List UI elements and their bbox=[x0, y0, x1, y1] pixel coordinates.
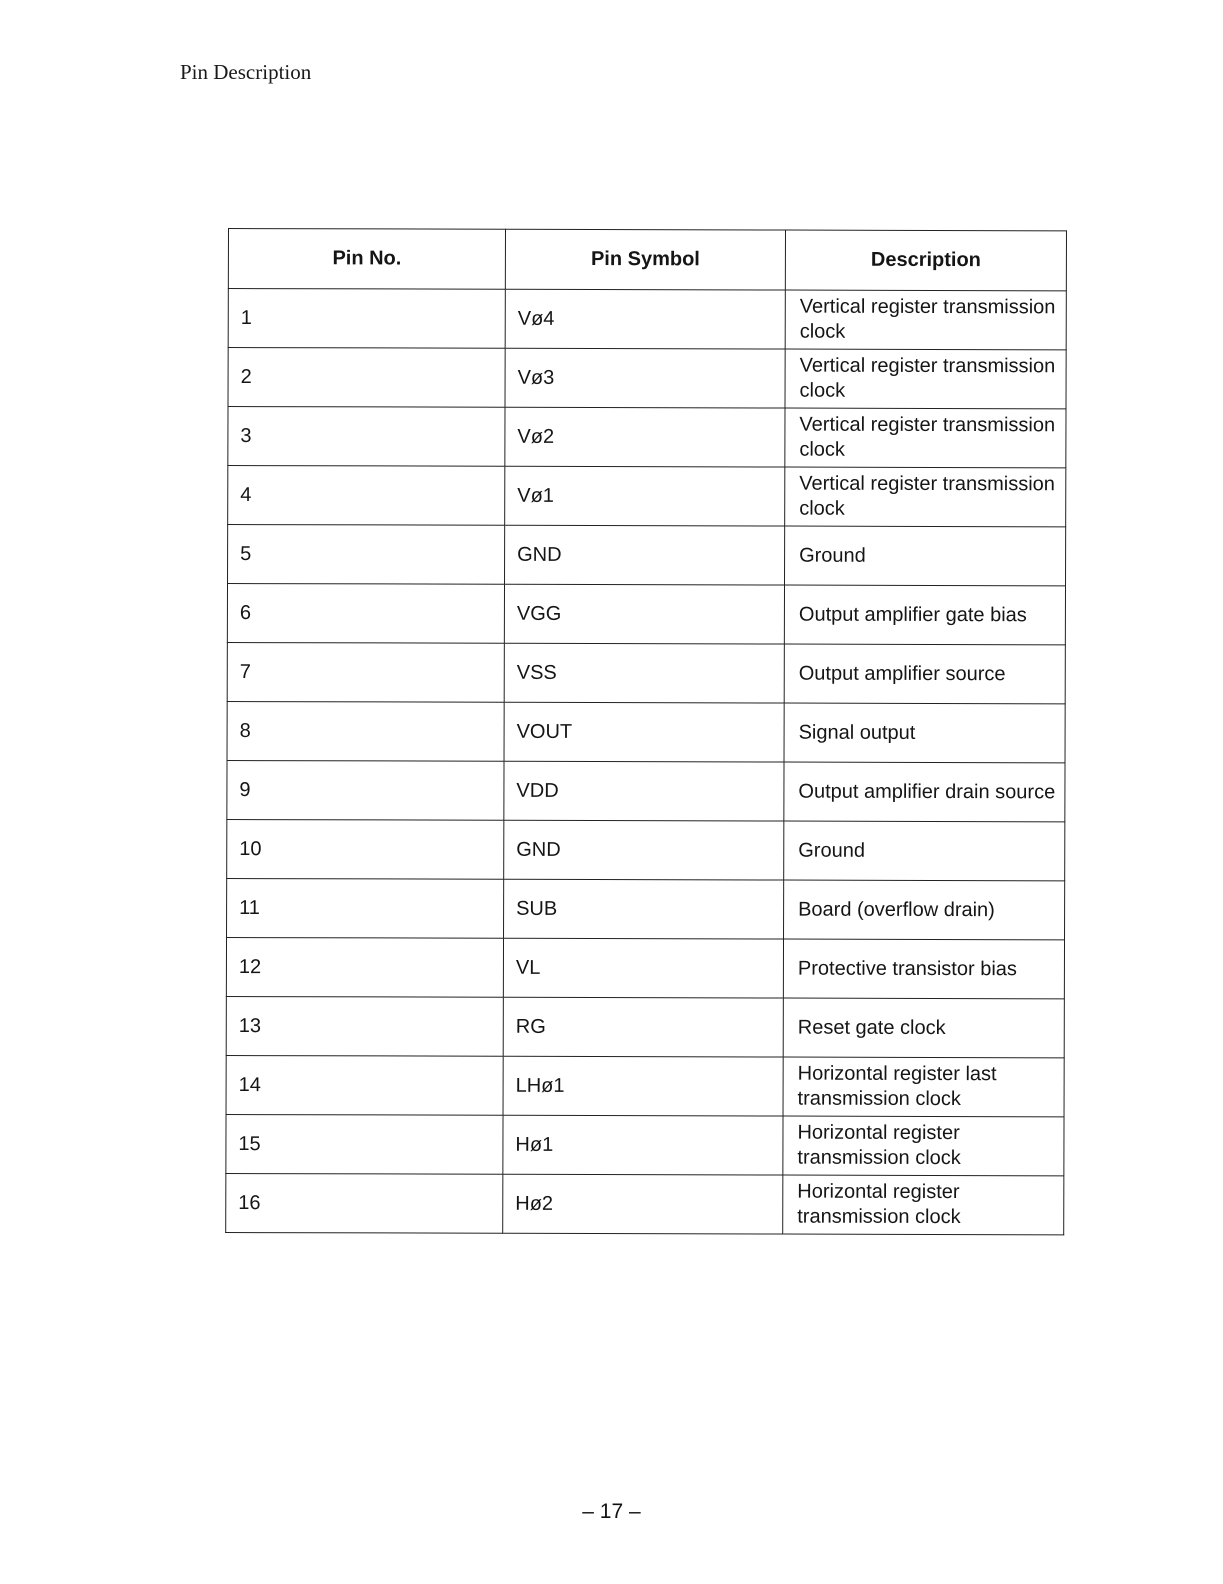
table-row bbox=[228, 466, 1066, 527]
pin-description-cell: Horizontal register transmission clock bbox=[783, 1116, 1064, 1176]
pin-number-cell: 10 bbox=[227, 819, 504, 879]
page-title: Pin Description bbox=[180, 60, 312, 84]
table-row bbox=[226, 996, 1064, 1057]
header-pin-no: Pin No. bbox=[228, 229, 505, 290]
pin-number-cell: 6 bbox=[227, 584, 504, 644]
table-row bbox=[227, 584, 1065, 645]
pin-symbol-cell: Vø4 bbox=[505, 289, 785, 349]
pin-symbol-cell: Vø3 bbox=[505, 348, 785, 408]
pin-symbol-cell: LHø1 bbox=[503, 1056, 783, 1116]
pin-number-cell: 14 bbox=[226, 1055, 503, 1115]
pin-symbol-cell: Vø1 bbox=[505, 466, 785, 526]
pin-number-cell: 7 bbox=[227, 642, 504, 702]
pin-description-cell: Ground bbox=[785, 526, 1066, 586]
header-description: Description bbox=[785, 230, 1066, 291]
table-row bbox=[226, 1173, 1064, 1234]
pin-symbol-cell: VSS bbox=[504, 643, 784, 703]
pin-description-cell: Output amplifier gate bias bbox=[784, 585, 1065, 645]
table-row bbox=[228, 407, 1066, 468]
pin-number-cell: 16 bbox=[226, 1173, 503, 1233]
pin-description-cell: Ground bbox=[784, 821, 1065, 881]
pin-number-cell: 5 bbox=[228, 525, 505, 585]
pin-number-cell: 3 bbox=[228, 407, 505, 467]
pin-description-cell: Output amplifier drain source bbox=[784, 762, 1065, 822]
pin-description-cell: Vertical register transmission clock bbox=[785, 349, 1066, 409]
pin-description-cell: Reset gate clock bbox=[783, 998, 1064, 1058]
pin-symbol-cell: VGG bbox=[504, 584, 784, 644]
pin-description-cell: Vertical register transmission clock bbox=[785, 408, 1066, 468]
table-header-row bbox=[228, 229, 1066, 291]
table-row bbox=[227, 642, 1065, 703]
table-row bbox=[227, 760, 1065, 821]
table-row bbox=[227, 878, 1065, 939]
header-pin-symbol: Pin Symbol bbox=[505, 229, 785, 290]
pin-description-cell: Vertical register transmission clock bbox=[785, 467, 1066, 527]
pin-symbol-cell: VDD bbox=[504, 761, 784, 821]
pin-description-table bbox=[225, 228, 1067, 1235]
pin-symbol-cell: VL bbox=[503, 938, 783, 998]
table-row bbox=[228, 348, 1066, 409]
pin-number-cell: 12 bbox=[226, 937, 503, 997]
pin-description-cell: Horizontal register transmission clock bbox=[783, 1175, 1064, 1235]
table-row bbox=[228, 289, 1066, 350]
pin-number-cell: 2 bbox=[228, 348, 505, 408]
table-row bbox=[227, 819, 1065, 880]
pin-number-cell: 1 bbox=[228, 289, 505, 349]
pin-symbol-cell: SUB bbox=[504, 879, 784, 939]
pin-number-cell: 9 bbox=[227, 760, 504, 820]
pin-description-cell: Vertical register transmission clock bbox=[785, 290, 1066, 350]
pin-symbol-cell: Hø2 bbox=[503, 1174, 783, 1234]
pin-number-cell: 8 bbox=[227, 701, 504, 761]
table-row bbox=[226, 937, 1064, 998]
pin-description-cell: Protective transistor bias bbox=[783, 939, 1064, 999]
pin-description-cell: Board (overflow drain) bbox=[784, 880, 1065, 940]
pin-symbol-cell: Hø1 bbox=[503, 1115, 783, 1175]
table-row bbox=[226, 1055, 1064, 1116]
pin-number-cell: 15 bbox=[226, 1114, 503, 1174]
pin-symbol-cell: Vø2 bbox=[505, 407, 785, 467]
table-row bbox=[228, 525, 1066, 586]
pin-symbol-cell: GND bbox=[505, 525, 785, 585]
pin-number-cell: 13 bbox=[226, 996, 503, 1056]
pin-symbol-cell: GND bbox=[504, 820, 784, 880]
pin-description-cell: Horizontal register last transmission clock bbox=[783, 1057, 1064, 1117]
pin-description-cell: Signal output bbox=[784, 703, 1065, 763]
table-row bbox=[226, 1114, 1064, 1175]
pin-symbol-cell: RG bbox=[503, 997, 783, 1057]
pin-number-cell: 4 bbox=[228, 466, 505, 526]
pin-description-cell: Output amplifier source bbox=[784, 644, 1065, 704]
pin-number-cell: 11 bbox=[227, 878, 504, 938]
page-number: – 17 – bbox=[582, 1500, 641, 1523]
pin-symbol-cell: VOUT bbox=[504, 702, 784, 762]
table-row bbox=[227, 701, 1065, 762]
